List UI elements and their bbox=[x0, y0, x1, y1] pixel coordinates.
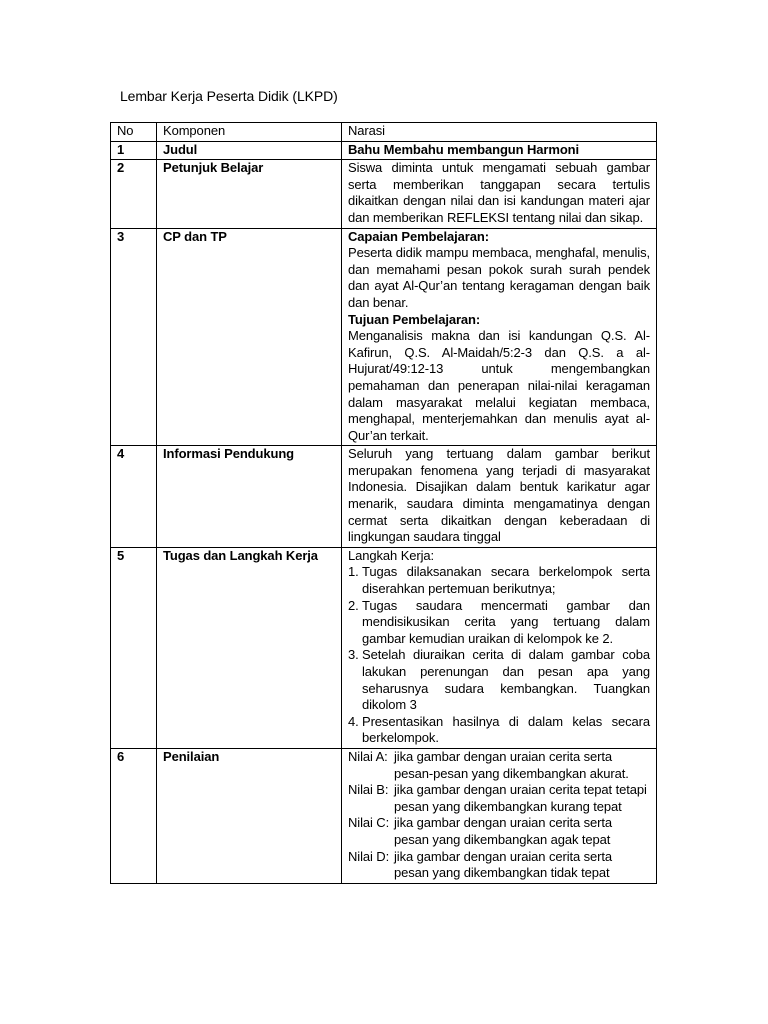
row-narasi bbox=[342, 748, 657, 883]
table-row bbox=[111, 141, 657, 160]
lkpd-table bbox=[110, 122, 657, 884]
list-item bbox=[348, 647, 650, 713]
score-label: Nilai A: bbox=[348, 748, 388, 764]
table-row bbox=[111, 547, 657, 748]
tp-text: Menganalisis makna dan isi kandungan Q.S. Al-Kafirun, Q.S. Al-Maidah/5:2-3 dan Q.S. a al-Hujurat/49:12-13 untuk mengembangkan pemahaman dan penerapan nilai-nilai keragaman dalam masyarakat melalui kegiatan membaca, menghapal, menterjemahkan dan menulis ayat al-Qur’an terkait. bbox=[348, 328, 650, 443]
step-number: 2. bbox=[348, 597, 359, 613]
table-row bbox=[111, 228, 657, 446]
row-komponen: Informasi Pendukung bbox=[157, 446, 342, 548]
step-number: 3. bbox=[348, 647, 359, 663]
step-text: Setelah diuraikan cerita di dalam gambar coba lakukan perenungan dan pesan apa yang seharusnya sudara kembangkan. Tuangkan dikolom 3 bbox=[362, 647, 650, 713]
score-label: Nilai C: bbox=[348, 815, 390, 831]
header-narasi: Narasi bbox=[342, 123, 657, 142]
row-narasi bbox=[342, 547, 657, 748]
row-no: 5 bbox=[111, 547, 157, 748]
row-no: 2 bbox=[111, 160, 157, 228]
steps-list bbox=[348, 564, 650, 747]
row-komponen: Petunjuk Belajar bbox=[157, 160, 342, 228]
score-item bbox=[348, 749, 650, 782]
tp-heading: Tujuan Pembelajaran: bbox=[348, 311, 481, 327]
step-number: 1. bbox=[348, 564, 359, 580]
table-row bbox=[111, 748, 657, 883]
score-text: jika gambar dengan uraian cerita serta pesan yang dikembangkan tidak tepat bbox=[394, 848, 613, 881]
document-title: Lembar Kerja Peserta Didik (LKPD) bbox=[120, 88, 338, 104]
steps-intro: Langkah Kerja: bbox=[348, 547, 435, 563]
row-narasi: Seluruh yang tertuang dalam gambar berikut merupakan fenomena yang terjadi di masyarakat Indonesia. Disajikan dalam bentuk karikatur agar menarik, saudara diminta mengamatinya dengan cermat serta dikaitkan dengan keberadaan di lingkungan saudara tinggal bbox=[342, 446, 657, 548]
table-row bbox=[111, 160, 657, 228]
score-item bbox=[348, 849, 650, 882]
score-label: Nilai B: bbox=[348, 782, 389, 798]
cp-heading: Capaian Pembelajaran: bbox=[348, 228, 489, 244]
list-item bbox=[348, 714, 650, 747]
row-no: 4 bbox=[111, 446, 157, 548]
row-komponen: CP dan TP bbox=[157, 228, 342, 446]
score-label: Nilai D: bbox=[348, 848, 390, 864]
table-row bbox=[111, 446, 657, 548]
step-text: Tugas saudara mencermati gambar dan mendisikusikan cerita yang tertuang dalam gambar kemudian uraikan di kelompok ke 2. bbox=[362, 597, 650, 646]
row-komponen: Penilaian bbox=[157, 748, 342, 883]
list-item bbox=[348, 564, 650, 597]
row-narasi: Bahu Membahu membangun Harmoni bbox=[342, 141, 657, 160]
cp-text: Peserta didik mampu membaca, menghafal, menulis, dan memahami pesan pokok surah surah pendek dan ayat Al-Qur’an tentang keragaman dengan baik dan benar. bbox=[348, 245, 650, 310]
header-no: No bbox=[111, 123, 157, 142]
score-text: jika gambar dengan uraian cerita serta pesan yang dikembangkan agak tepat bbox=[394, 815, 613, 847]
row-no: 3 bbox=[111, 228, 157, 446]
step-text: Tugas dilaksanakan secara berkelompok serta diserahkan pertemuan berikutnya; bbox=[362, 564, 650, 597]
row-no: 6 bbox=[111, 748, 157, 883]
header-komponen: Komponen bbox=[157, 123, 342, 142]
step-number: 4. bbox=[348, 713, 359, 729]
score-text: jika gambar dengan uraian cerita serta pesan-pesan yang dikembangkan akurat. bbox=[394, 748, 629, 781]
list-item bbox=[348, 598, 650, 648]
table-header-row bbox=[111, 123, 657, 142]
score-item bbox=[348, 782, 650, 815]
step-text: Presentasikan hasilnya di dalam kelas secara berkelompok. bbox=[362, 713, 650, 746]
row-narasi bbox=[342, 228, 657, 446]
row-komponen: Tugas dan Langkah Kerja bbox=[157, 547, 342, 748]
row-komponen: Judul bbox=[157, 141, 342, 160]
score-text: jika gambar dengan uraian cerita tepat tetapi pesan yang dikembangkan kurang tepat bbox=[394, 782, 647, 814]
row-narasi: Siswa diminta untuk mengamati sebuah gambar serta memberikan tanggapan secara tertulis dikaitkan dengan nilai dan isi kandungan materi ajar dan memberikan REFLEKSI tentang nilai dan sikap. bbox=[342, 160, 657, 228]
score-item bbox=[348, 815, 650, 848]
row-no: 1 bbox=[111, 141, 157, 160]
